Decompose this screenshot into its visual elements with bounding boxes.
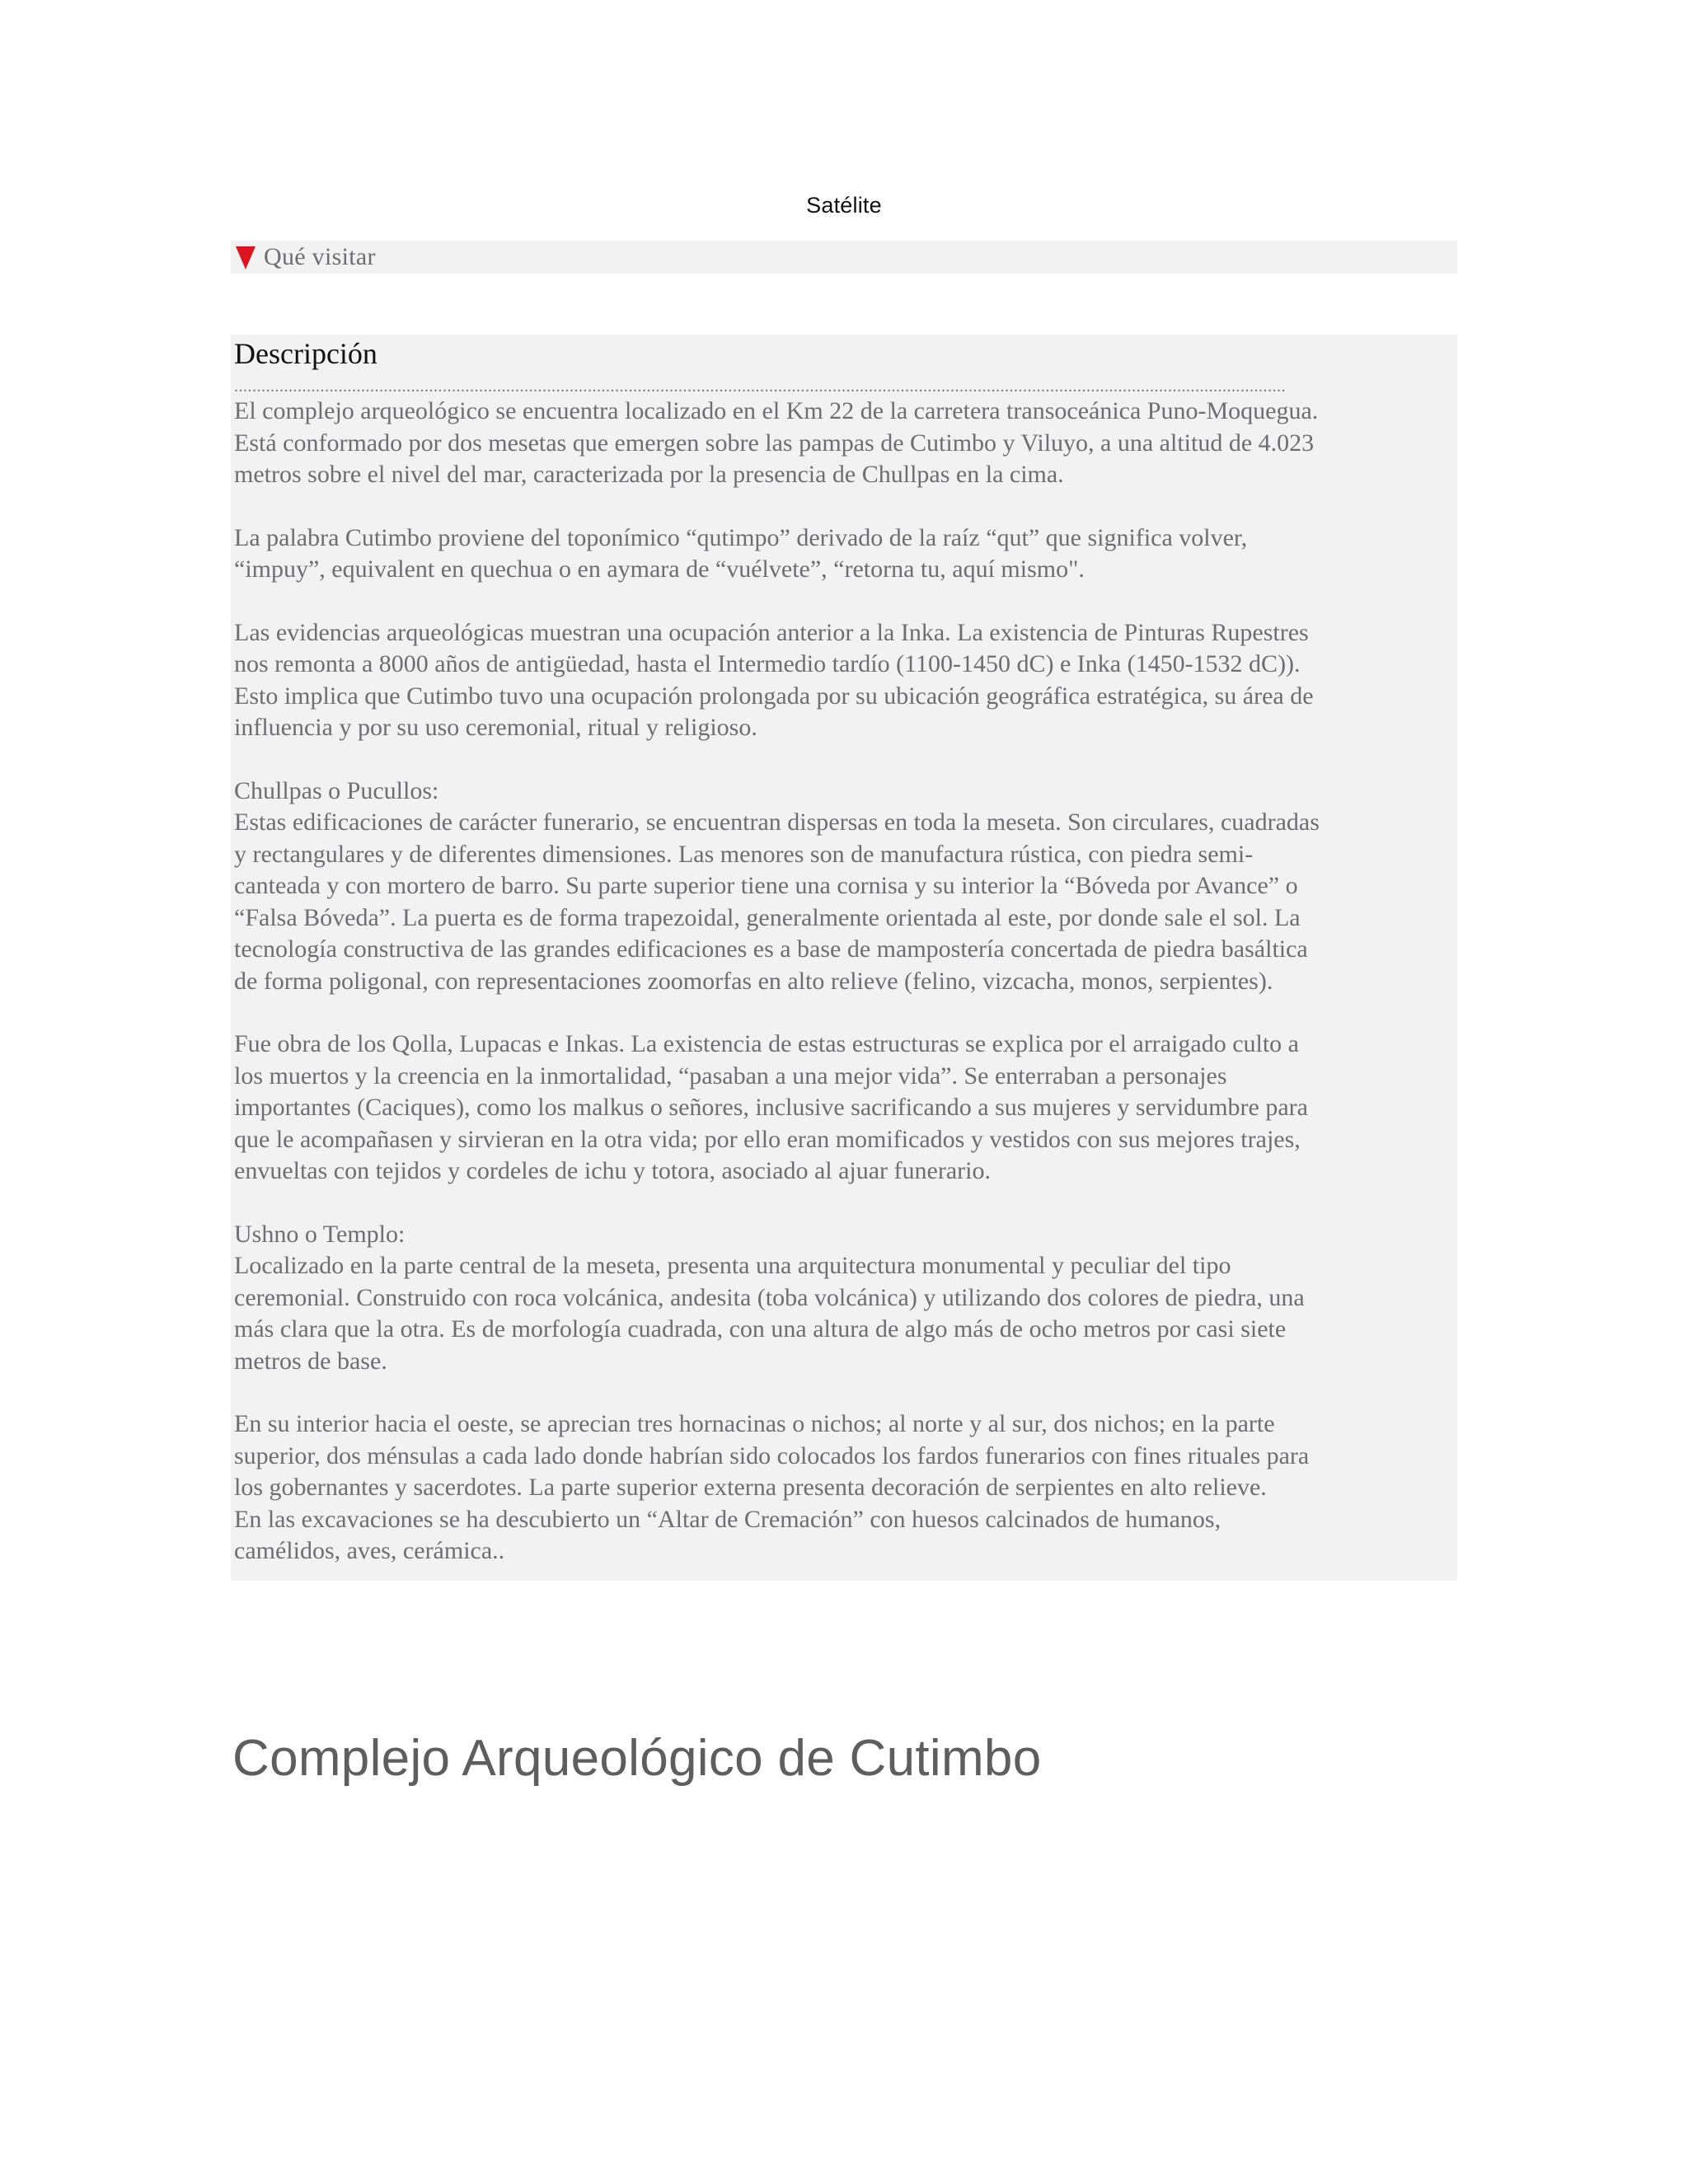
description-paragraph: La palabra Cutimbo proviene del toponímico “qutimpo” derivado de la raíz “qut” que significa volver, “impuy”, equivalent en quechua o en aymara de “vuélvete”, “retorna tu, aquí mismo". [234, 523, 1248, 583]
description-paragraph: Fue obra de los Qolla, Lupacas e Inkas. La existencia de estas estructuras se explica por el arraigado culto a los muertos y la creencia en la inmortalidad, “pasaban a una mejor vida”. Se enterraban a personajes importantes (Caciques), como los malkus o señores, inclusive sacrificando a sus mujeres y servidumbre para que le acompañasen y sirvieran en la otra vida; por ello eran momificados y vestidos con sus mejores trajes, envueltas con tejidos y cordeles de ichu y totora, asociado al ajuar funerario. [234, 1030, 1308, 1184]
page-title: Complejo Arqueológico de Cutimbo [232, 1730, 1042, 1787]
description-paragraph: Ushno o Templo: Localizado en la parte central de la meseta, presenta una arquitectura monumental y peculiar del tipo ceremonial. Construido con roca volcánica, andesita (toba volcánica) y utilizando dos colores de piedra, una más clara que la otra. Es de morfología cuadrada, con una altura de algo más de ocho metros por casi siete metros de base. [234, 1220, 1305, 1375]
map-view-satellite-label[interactable]: Satélite [806, 193, 882, 218]
section-toggle-que-visitar[interactable] [231, 241, 1457, 274]
description-paragraph: Chullpas o Pucullos: Estas edificaciones de carácter funerario, se encuentran dispersas en toda la meseta. Son circulares, cuadradas y rectangulares y de diferentes dimensiones. Las menores son de manufactura rústica, con piedra semi- canteada y con mortero de barro. Su parte superior tiene una cornisa y su interior la “Bóveda por Avance” o “Falsa Bóveda”. La puerta es de forma trapezoidal, generalmente orientada al este, por donde sale el sol. La tecnología constructiva de las grandes edificaciones es a base de mampostería concertada de piedra basáltica de forma poligonal, con representaciones zoomorfas en alto relieve (felino, vizcacha, monos, serpientes). [234, 776, 1320, 995]
description-separator: ........................................................................................................................................................................................................................................ [234, 377, 1286, 396]
section-label: Qué visitar [264, 243, 376, 270]
description-paragraph: El complejo arqueológico se encuentra localizado en el Km 22 de la carretera transoceánica Puno-Moquegua. Está conformado por dos mesetas que emergen sobre las pampas de Cutimbo y Viluyo, a una altitud de 4.023 metros sobre el nivel del mar, caracterizada por la presencia de Chullpas en la cima. [234, 397, 1319, 488]
caret-down-icon [234, 243, 257, 271]
description-paragraph: Las evidencias arqueológicas muestran una ocupación anterior a la Inka. La existencia de Pinturas Rupestres nos remonta a 8000 años de antigüedad, hasta el Intermedio tardío (1100-1450 dC) e Inka (1450-1532 dC)). Esto implica que Cutimbo tuvo una ocupación prolongada por su ubicación geográfica estratégica, su área de influencia y por su uso ceremonial, ritual y religioso. [234, 618, 1314, 741]
description-paragraph: En su interior hacia el oeste, se aprecian tres hornacinas o nichos; al norte y al sur, dos nichos; en la parte superior, dos ménsulas a cada lado donde habrían sido colocados los fardos funerarios con fines rituales para los gobernantes y sacerdotes. La parte superior externa presenta decoración de serpientes en alto relieve. En las excavaciones se ha descubierto un “Altar de Cremación” con huesos calcinados de humanos, camélidos, aves, cerámica.. [234, 1410, 1310, 1564]
description-panel [231, 335, 1457, 1581]
description-heading: Descripción [234, 337, 377, 370]
